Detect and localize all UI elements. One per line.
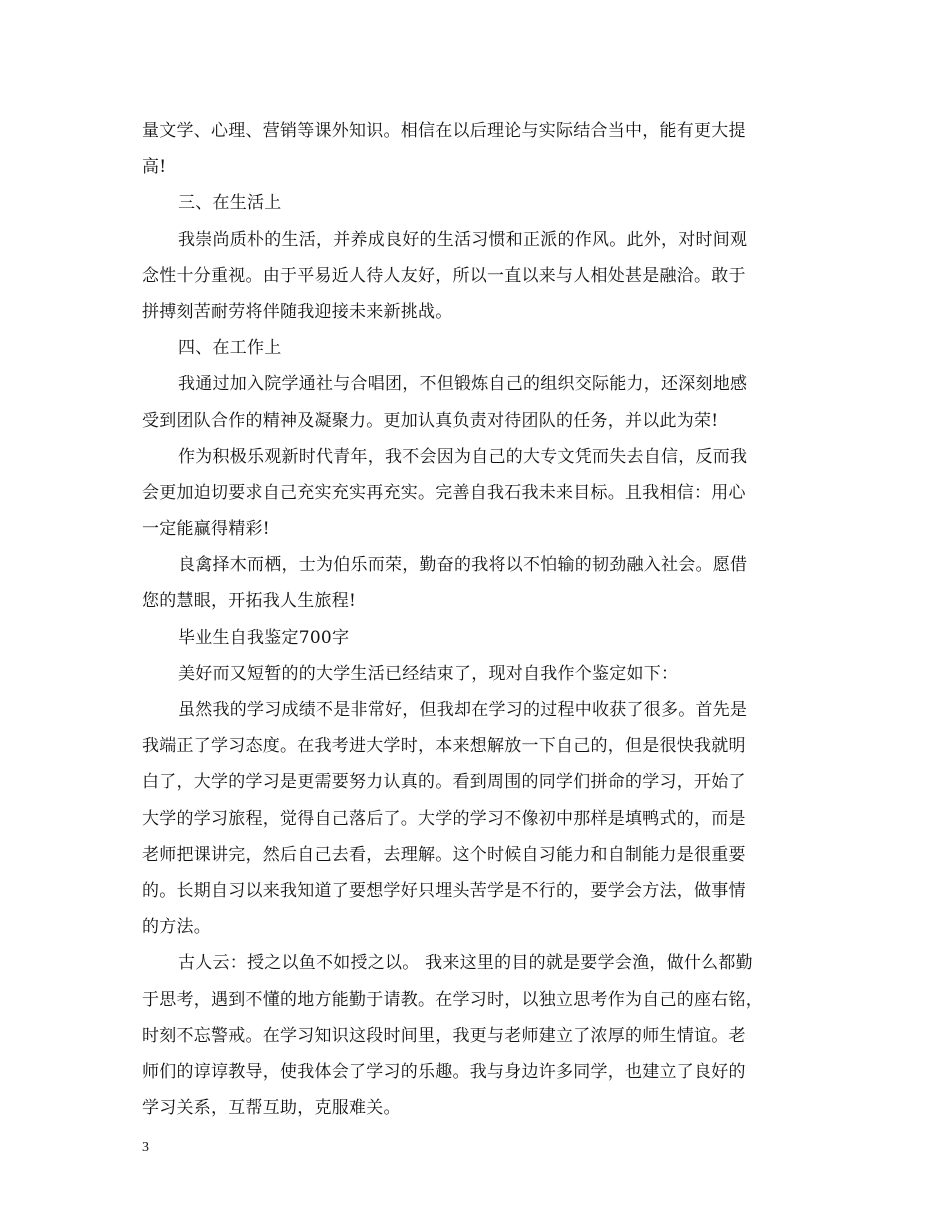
text-line: 大学的学习旅程，觉得自己落后了。大学的学习不像初中那样是填鸭式的，而是 xyxy=(142,808,746,829)
text-line: 会更加迫切要求自己充实充实再充实。完善自我石我未来目标。且我相信：用心 xyxy=(142,482,746,503)
text-line: 师们的谆谆教导，使我体会了学习的乐趣。我与身边许多同学，也建立了良好的 xyxy=(142,1061,746,1082)
page-number: 3 xyxy=(142,1140,149,1155)
text-line: 我通过加入院学通社与合唱团，不但锻炼自己的组织交际能力，还深刻地感 xyxy=(178,374,748,395)
text-line: 高! xyxy=(142,157,167,178)
text-line: 古人云：授之以鱼不如授之以。 我来这里的目的就是要学会渔，做什么都勤 xyxy=(178,953,753,974)
text-line: 虽然我的学习成绩不是非常好，但我却在学习的过程中收获了很多。首先是 xyxy=(178,700,748,720)
text-line: 我崇尚质朴的生活，并养成良好的生活习惯和正派的作风。此外，对时间观 xyxy=(178,229,748,250)
text-line: 拼搏刻苦耐劳将伴随我迎接未来新挑战。 xyxy=(142,301,453,322)
text-line: 一定能赢得精彩! xyxy=(142,519,270,540)
text-line: 受到团队合作的精神及凝聚力。更加认真负责对待团队的任务，并以此为荣! xyxy=(142,410,719,431)
text-line: 于思考，遇到不懂的地方能勤于请教。在学习时，以独立思考作为自己的座右铭， xyxy=(142,989,763,1010)
text-line: 三、在生活上 xyxy=(178,193,282,214)
text-line: 时刻不忘警戒。在学习知识这段时间里，我更与老师建立了浓厚的师生情谊。老 xyxy=(142,1025,746,1046)
text-line: 老师把课讲完，然后自己去看，去理解。这个时候自习能力和自制能力是很重要 xyxy=(142,844,746,865)
document-body xyxy=(142,113,812,1126)
text-line: 您的慧眼，开拓我人生旅程! xyxy=(142,591,357,612)
text-line: 我端正了学习态度。在我考进大学时，本来想解放一下自己的，但是很快我就明 xyxy=(142,736,746,757)
text-line: 学习关系，互帮互助，克服难关。 xyxy=(142,1098,401,1119)
text-line: 白了，大学的学习是更需要努力认真的。看到周围的同学们拼命的学习，开始了 xyxy=(142,772,746,793)
text-line: 的。长期自习以来我知道了要想学好只埋头苦学是不行的，要学会方法，做事情 xyxy=(142,880,746,901)
text-line: 量文学、心理、营销等课外知识。相信在以后理论与实际结合当中，能有更大提 xyxy=(142,121,746,141)
text-line: 念性十分重视。由于平易近人待人友好，所以一直以来与人相处甚是融洽。敢于 xyxy=(142,265,746,286)
text-line: 的方法。 xyxy=(142,917,211,938)
text-line: 良禽择木而栖，士为伯乐而荣，勤奋的我将以不怕输的韧劲融入社会。愿借 xyxy=(178,555,748,576)
text-line: 毕业生自我鉴定700字 xyxy=(178,627,350,648)
text-line: 美好而又短暂的的大学生活已经结束了，现对自我作个鉴定如下： xyxy=(178,663,679,684)
text-line: 四、在工作上 xyxy=(178,338,282,359)
text-line: 作为积极乐观新时代青年，我不会因为自己的大专文凭而失去自信，反而我 xyxy=(178,446,748,467)
